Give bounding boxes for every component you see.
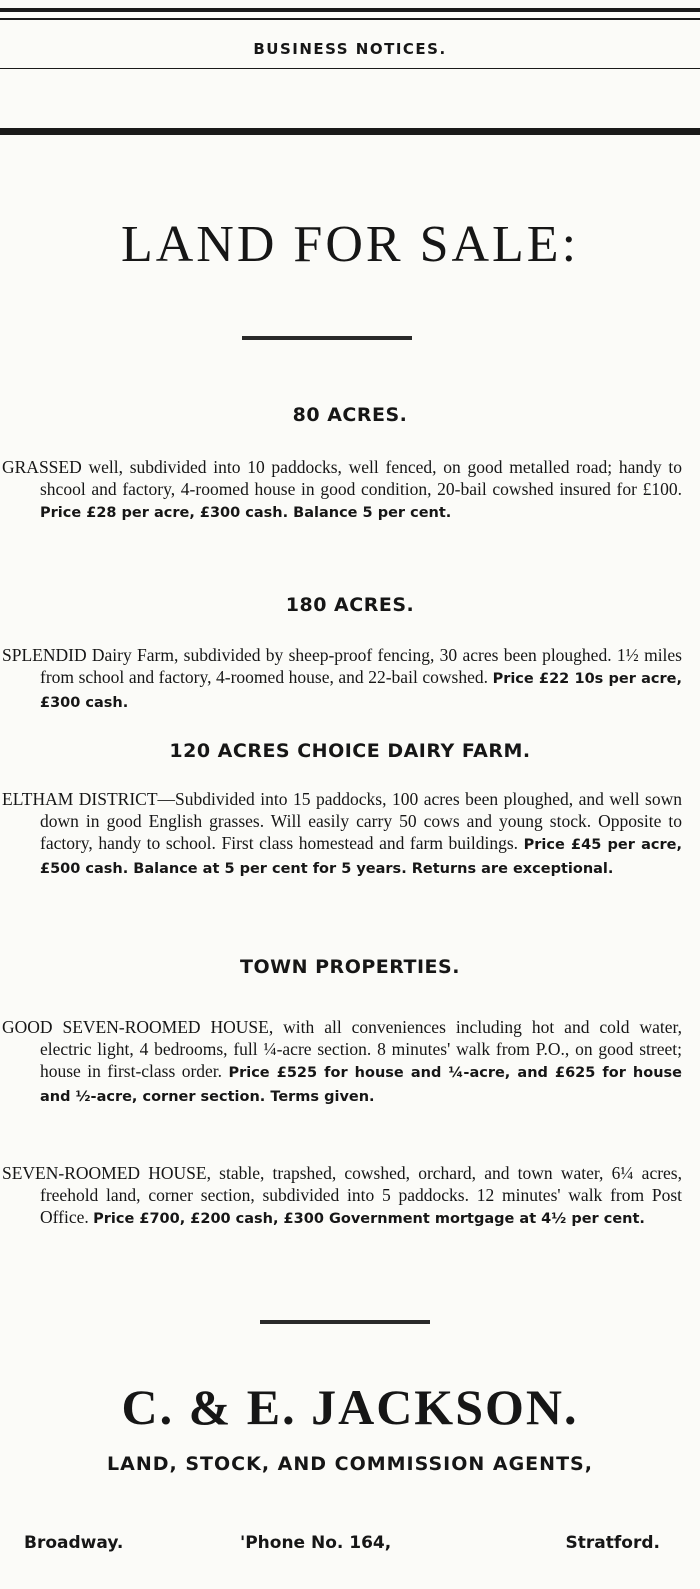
- top-rule: [0, 8, 700, 12]
- header-bottom-rule: [0, 68, 700, 69]
- footer-phone: 'Phone No. 164,: [240, 1533, 392, 1553]
- firm-name: C. & E. JACKSON.: [121, 1379, 579, 1435]
- listing-paragraph: [2, 456, 682, 524]
- listing-paragraph: [2, 644, 682, 714]
- listing-price: Price £525 for house and ¼-acre, and £625 for house and ½-acre, corner section. Terms given.: [40, 1065, 682, 1105]
- footer-address: Broadway.: [24, 1533, 124, 1553]
- listing-body: GRASSED well, subdivided into 10 paddocks, well fenced, on good metalled road; handy to shcool and factory, 4-roomed house in good condition, 20-bail cowshed insured for £100.: [2, 457, 682, 499]
- listing-heading: 120 ACRES CHOICE DAIRY FARM.: [169, 740, 531, 762]
- listing-body: SEVEN-ROOMED HOUSE, stable, trapshed, cowshed, orchard, and town water, 6¼ acres, freehold land, corner section, subdivided into 5 paddocks. 12 minutes' walk from Post Office.: [2, 1163, 682, 1227]
- listing-paragraph: [2, 788, 682, 880]
- listing-paragraph: [2, 1162, 682, 1230]
- listing-price: Price £45 per acre, £500 cash. Balance at 5 per cent for 5 years. Returns are exceptional.: [40, 837, 683, 877]
- listing-heading: TOWN PROPERTIES.: [240, 956, 460, 978]
- title-ornament: [242, 336, 412, 340]
- listing-body: GOOD SEVEN-ROOMED HOUSE, with all conveniences including hot and cold water, electric light, 4 bedrooms, full ¼-acre section. 8 minutes' walk from P.O., on good street; house in first-class order.: [2, 1017, 682, 1081]
- footer-ornament: [260, 1320, 430, 1324]
- listing-price: Price £22 10s per acre, £300 cash.: [40, 671, 683, 711]
- listing-heading: 180 ACRES.: [285, 594, 415, 616]
- listing-price: Price £700, £200 cash, £300 Government mortgage at 4½ per cent.: [93, 1211, 645, 1227]
- listing-heading: 80 ACRES.: [292, 404, 408, 426]
- listing-price: Price £28 per acre, £300 cash. Balance 5 per cent.: [40, 505, 452, 521]
- header-thick-rule: [0, 128, 700, 135]
- listing-body: SPLENDID Dairy Farm, subdivided by sheep-proof fencing, 30 acres been ploughed. 1½ miles from school and factory, 4-roomed house, and 22-bail cowshed.: [2, 645, 682, 687]
- top-rule-thin: [0, 18, 700, 20]
- page-title: LAND FOR SALE:: [120, 216, 580, 273]
- firm-subtitle: LAND, STOCK, AND COMMISSION AGENTS,: [107, 1453, 593, 1475]
- section-header: BUSINESS NOTICES.: [253, 40, 447, 58]
- listing-body: ELTHAM DISTRICT—Subdivided into 15 paddocks, 100 acres been ploughed, and well sown down in good English grasses. Will easily carry 50 cows and young stock. Opposite to factory, handy to school. First class homestead and farm buildings.: [2, 789, 682, 853]
- footer-town: Stratford.: [565, 1533, 660, 1553]
- listing-paragraph: [2, 1016, 682, 1108]
